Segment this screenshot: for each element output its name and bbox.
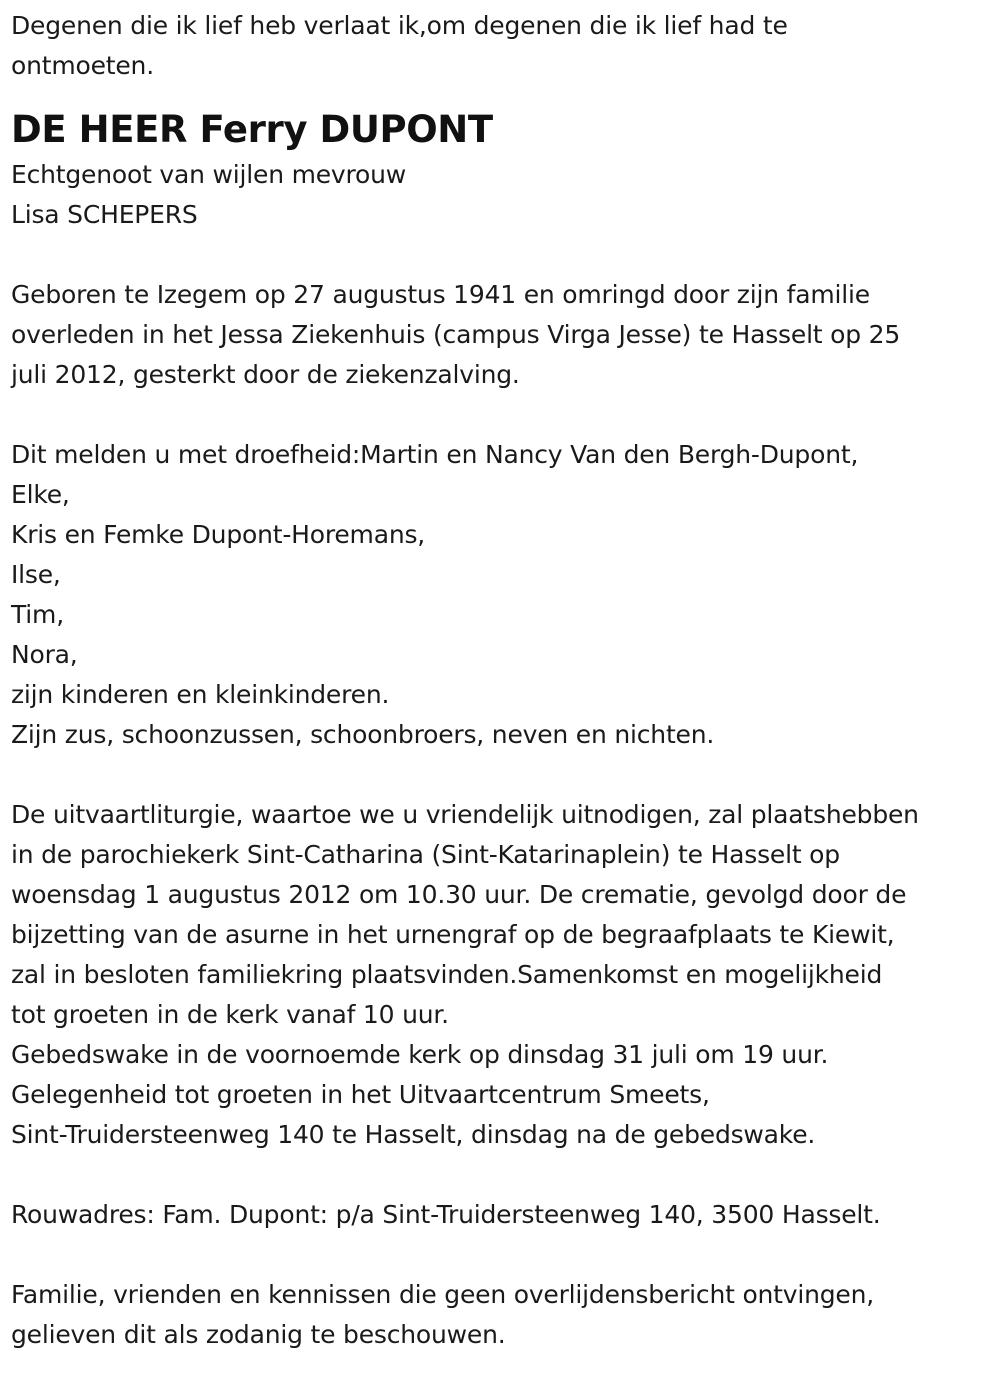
paragraph-line: overleden in het Jessa Ziekenhuis (campus Virga Jesse) te Hasselt op 25 [11,320,901,349]
mourner-line: zijn kinderen en kleinkinderen. [11,680,390,709]
paragraph-line: bijzetting van de asurne in het urnengraf op de begraafplaats te Kiewit, [11,920,895,949]
spouse-line: Lisa SCHEPERS [11,200,198,229]
spacer [11,395,990,435]
funeral-paragraph [11,795,990,1155]
closing-note [11,1275,990,1355]
mourner-line: Kris en Femke Dupont-Horemans, [11,520,426,549]
paragraph-line: Geboren te Izegem op 27 augustus 1941 en omringd door zijn familie [11,280,870,309]
spacer [11,1235,990,1275]
paragraph-line: Gebedswake in de voornoemde kerk op dinsdag 31 juli om 19 uur. [11,1040,829,1069]
mourning-address [11,1195,990,1235]
mourners-list [11,435,990,755]
mourner-line: Elke, [11,480,70,509]
motto-line: Degenen die ik lief heb verlaat ik,om degenen die ik lief had te [11,11,788,40]
paragraph-line: woensdag 1 augustus 2012 om 10.30 uur. De crematie, gevolgd door de [11,880,907,909]
motto-line: ontmoeten. [11,51,154,80]
mourner-line: Ilse, [11,560,61,589]
closing-line: Familie, vrienden en kennissen die geen overlijdensbericht ontvingen, [11,1280,875,1309]
paragraph-line: Sint-Truidersteenweg 140 te Hasselt, dinsdag na de gebedswake. [11,1120,816,1149]
paragraph-line: in de parochiekerk Sint-Catharina (Sint-Katarinaplein) te Hasselt op [11,840,840,869]
paragraph-line: tot groeten in de kerk vanaf 10 uur. [11,1000,449,1029]
spacer [11,1155,990,1195]
paragraph-line: De uitvaartliturgie, waartoe we u vriendelijk uitnodigen, zal plaatshebben [11,800,919,829]
mourner-line: Nora, [11,640,78,669]
paragraph-line: Gelegenheid tot groeten in het Uitvaartcentrum Smeets, [11,1080,710,1109]
paragraph-line: juli 2012, gesterkt door de ziekenzalving. [11,360,520,389]
paragraph-line: zal in besloten familiekring plaatsvinden.Samenkomst en mogelijkheid [11,960,883,989]
deceased-name: DE HEER Ferry DUPONT [11,108,493,151]
address-line: Rouwadres: Fam. Dupont: p/a Sint-Truidersteenweg 140, 3500 Hasselt. [11,1200,881,1229]
spouse-info [11,155,990,235]
spouse-line: Echtgenoot van wijlen mevrouw [11,160,407,189]
spacer [11,235,990,275]
mourner-line: Zijn zus, schoonzussen, schoonbroers, neven en nichten. [11,720,715,749]
spacer [11,755,990,795]
motto [11,6,990,86]
mourner-line: Tim, [11,600,64,629]
closing-line: gelieven dit als zodanig te beschouwen. [11,1320,506,1349]
mourner-line: Dit melden u met droefheid:Martin en Nancy Van den Bergh-Dupont, [11,440,859,469]
birth-death-paragraph [11,275,990,395]
